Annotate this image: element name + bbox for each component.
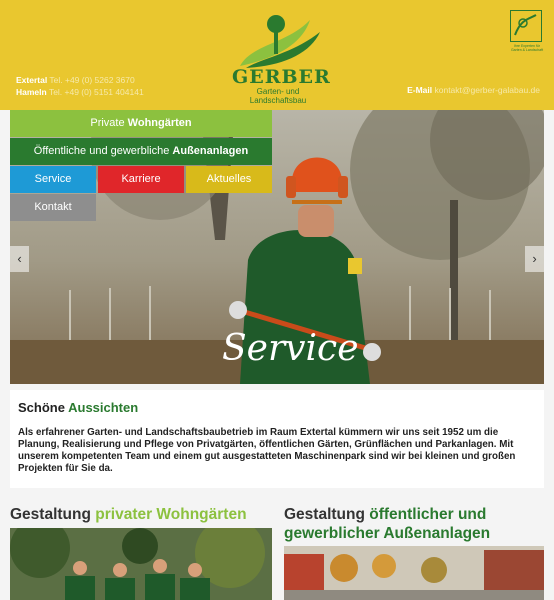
contact-phones xyxy=(16,74,144,98)
gerber-logo[interactable] xyxy=(232,14,331,105)
nav-aktuelles[interactable]: Aktuelles xyxy=(186,166,272,193)
email-label: E-Mail xyxy=(407,85,433,95)
private-gardens-image[interactable] xyxy=(10,528,272,600)
nav-private-gardens[interactable]: Private Wohngärten xyxy=(10,110,272,137)
slider-prev-icon[interactable]: ‹ xyxy=(10,246,29,272)
intro-section xyxy=(10,390,544,488)
contact-email xyxy=(407,85,540,95)
logo-name: GERBER xyxy=(232,66,331,88)
nav-karriere[interactable]: Karriere xyxy=(98,166,184,193)
slider-next-icon[interactable]: › xyxy=(525,246,544,272)
badge-text: Ihre Experten für Garten & Landschaft xyxy=(510,44,544,52)
contact-city: Extertal xyxy=(16,75,48,85)
email-link[interactable]: kontakt@gerber-galabau.de xyxy=(434,85,540,95)
site-header xyxy=(0,0,554,110)
contact-city: Hameln xyxy=(16,87,47,97)
nav-public-areas[interactable]: Öffentliche und gewerbliche Außenanlagen xyxy=(10,138,272,165)
public-areas-image[interactable] xyxy=(284,546,544,600)
contact-phone[interactable]: Tel. +49 (0) 5151 404141 xyxy=(48,87,144,97)
intro-text: Als erfahrener Garten- und Landschaftsbaubetrieb im Raum Extertal kümmern wir uns seit 1952 um die Planung, Realisierung und Pflege von Privatgärten, öffentlichen Gärten, Grünflächen und Parkanlagen. Mit unserem kompetenten Team und einem gut ausgestatteten Maschinenpark sind wir bei kleinen und großen Projekten für Sie da. xyxy=(18,427,516,474)
hero-caption: Service xyxy=(222,328,359,369)
column-title-private[interactable]: Gestaltung privater Wohngärten xyxy=(10,506,247,523)
contact-phone[interactable]: Tel. +49 (0) 5262 3670 xyxy=(49,75,135,85)
column-title-public[interactable]: Gestaltung öffentlicher und gewerblicher Außenanlagen xyxy=(284,506,491,542)
logo-subtitle: Garten- und Landschaftsbau xyxy=(249,87,307,105)
intro-title: Schöne Aussichten xyxy=(18,400,139,415)
nav-service[interactable]: Service xyxy=(10,166,96,193)
hero-slider[interactable] xyxy=(10,110,544,384)
logo-tree-icon xyxy=(232,14,324,70)
quality-badge xyxy=(510,10,544,54)
nav-kontakt[interactable]: Kontakt xyxy=(10,194,96,221)
badge-seal-icon xyxy=(510,10,542,42)
